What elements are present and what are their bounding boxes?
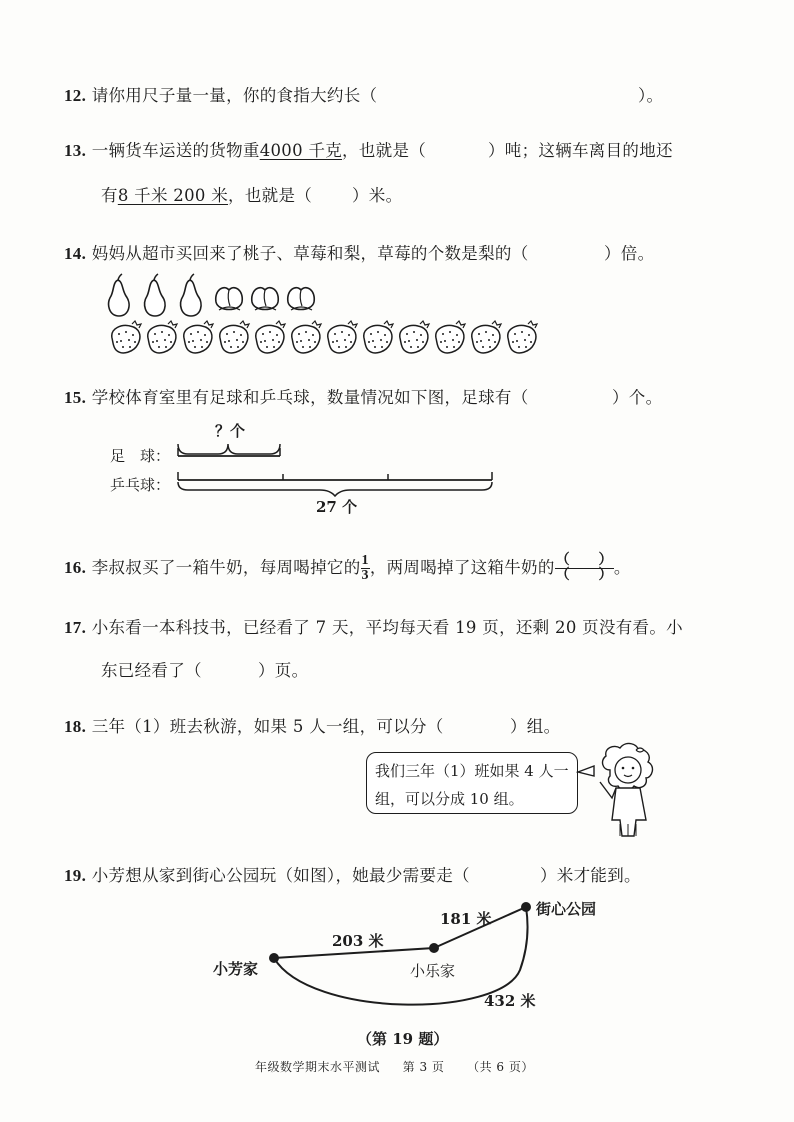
park-dot — [521, 902, 531, 912]
strawberry-icon — [364, 321, 393, 353]
question-13-line-2-tail: ）米。 — [352, 186, 403, 205]
question-text: 小芳想从家到街心公园玩（如图），她最少需要走（ — [91, 866, 470, 885]
question-number: 13. — [64, 141, 87, 160]
distance-432: 432 米 — [484, 992, 536, 1010]
question-text: ，也就是（ — [342, 141, 427, 160]
home-dot — [269, 953, 279, 963]
question-15 — [64, 384, 529, 408]
football-brace — [178, 444, 280, 454]
footer — [255, 1058, 534, 1075]
question-13-line-2 — [101, 182, 312, 206]
question-17-line-2-tail: ）页。 — [258, 661, 309, 680]
football-amount: ？个 — [215, 422, 246, 440]
bubble-line-2: 组，可以分成 10 组。 — [375, 790, 524, 808]
question-number: 16. — [64, 558, 87, 577]
question-number: 19. — [64, 866, 87, 885]
question-14-tail: ）倍。 — [604, 244, 655, 263]
question-number: 15. — [64, 388, 87, 407]
peach-icon — [252, 288, 279, 310]
bubble-tail — [578, 766, 594, 776]
girl-face — [615, 757, 641, 783]
question-text: 学校体育室里有足球和乒乓球，数量情况如下图，足球有（ — [91, 388, 529, 407]
friend-label: 小乐家 — [410, 962, 456, 980]
park-label: 街心公园 — [536, 900, 597, 918]
underlined-value: 8 千米 200 米 — [117, 186, 229, 205]
strawberry-icon — [184, 321, 213, 353]
question-text: 三年（1）班去秋游，如果 5 人一组，可以分（ — [91, 717, 444, 736]
strawberry-icon — [112, 321, 141, 353]
pingpong-amount: 27 个 — [316, 498, 358, 516]
question-12 — [64, 82, 377, 106]
distance-203: 203 米 — [332, 932, 384, 950]
pingpong-brace — [178, 482, 492, 496]
bar-diagram — [170, 438, 510, 498]
page-total: （共 6 页） — [467, 1060, 534, 1074]
question-14 — [64, 240, 529, 264]
fraction-answer-blank[interactable]: $\frac{( )}{( )}$ — [555, 553, 613, 583]
football-label: 足 球： — [110, 447, 171, 465]
question-number: 12. — [64, 86, 87, 105]
pear-icon — [145, 274, 165, 316]
girl-body — [612, 788, 646, 836]
page-number: 第 3 页 — [402, 1060, 445, 1074]
speech-bubble — [366, 752, 578, 814]
strawberry-icon — [508, 321, 537, 353]
pingpong-label: 乒乓球： — [110, 476, 171, 494]
question-text: ，也就是（ — [228, 186, 313, 205]
strawberry-icon — [148, 321, 177, 353]
fruit-illustration — [100, 268, 550, 360]
girl-figure — [576, 740, 676, 840]
home-label: 小芳家 — [213, 960, 259, 978]
pear-icon — [109, 274, 129, 316]
question-text: 李叔叔买了一箱牛奶，每周喝掉它的 — [91, 558, 361, 577]
question-13-line-1-tail: ）吨；这辆车离目的地还 — [488, 141, 673, 160]
strawberry-icon — [328, 321, 357, 353]
question-text: ，两周喝掉了这箱牛奶的 — [369, 558, 555, 577]
strawberry-icon — [256, 321, 285, 353]
strawberry-icon — [436, 321, 465, 353]
question-text: 请你用尺子量一量，你的食指大约长（ — [91, 86, 378, 105]
question-number: 17. — [64, 618, 87, 637]
question-18 — [64, 713, 444, 737]
question-16: 16. 李叔叔买了一箱牛奶，每周喝掉它的 $\frac{1}{3}$ ，两周喝掉了这箱牛奶的 $\frac{( )}{( )}$ 。 — [64, 553, 631, 583]
question-text: 妈妈从超市买回来了桃子、草莓和梨，草莓的个数是梨的（ — [91, 244, 529, 263]
question-13-line-1 — [64, 137, 426, 161]
pear-icon — [181, 274, 201, 316]
figure-caption: （第 19 题） — [357, 1030, 449, 1048]
strawberry-icon — [400, 321, 429, 353]
question-18-tail: ）组。 — [510, 717, 561, 736]
underlined-value: 4000 千克 — [259, 141, 343, 160]
question-17-line-1 — [64, 614, 683, 638]
distance-181: 181 米 — [440, 910, 492, 928]
friend-dot — [429, 943, 439, 953]
question-text: 小东看一本科技书，已经看了 7 天，平均每天看 19 页，还剩 20 页没有看。小 — [91, 618, 683, 637]
question-number: 18. — [64, 717, 87, 736]
fraction-one-third: $\frac{1}{3}$ — [361, 553, 369, 583]
question-19 — [64, 862, 470, 886]
question-number: 14. — [64, 244, 87, 263]
question-15-tail: ）个。 — [612, 388, 663, 407]
question-19-tail: ）米才能到。 — [540, 866, 641, 885]
strawberry-icon — [220, 321, 249, 353]
bubble-line-1: 我们三年（1）班如果 4 人一 — [375, 762, 569, 780]
peach-icon — [288, 288, 315, 310]
question-text: 有 — [101, 186, 118, 205]
strawberry-icon — [472, 321, 501, 353]
strawberry-icon — [292, 321, 321, 353]
exam-title: 年级数学期末水平测试 — [255, 1060, 381, 1074]
question-17-line-2: 东已经看了（ — [101, 661, 202, 680]
question-text: 一辆货车运送的货物重 — [91, 141, 260, 160]
question-12-tail: ）。 — [638, 86, 664, 105]
peach-icon — [216, 288, 243, 310]
